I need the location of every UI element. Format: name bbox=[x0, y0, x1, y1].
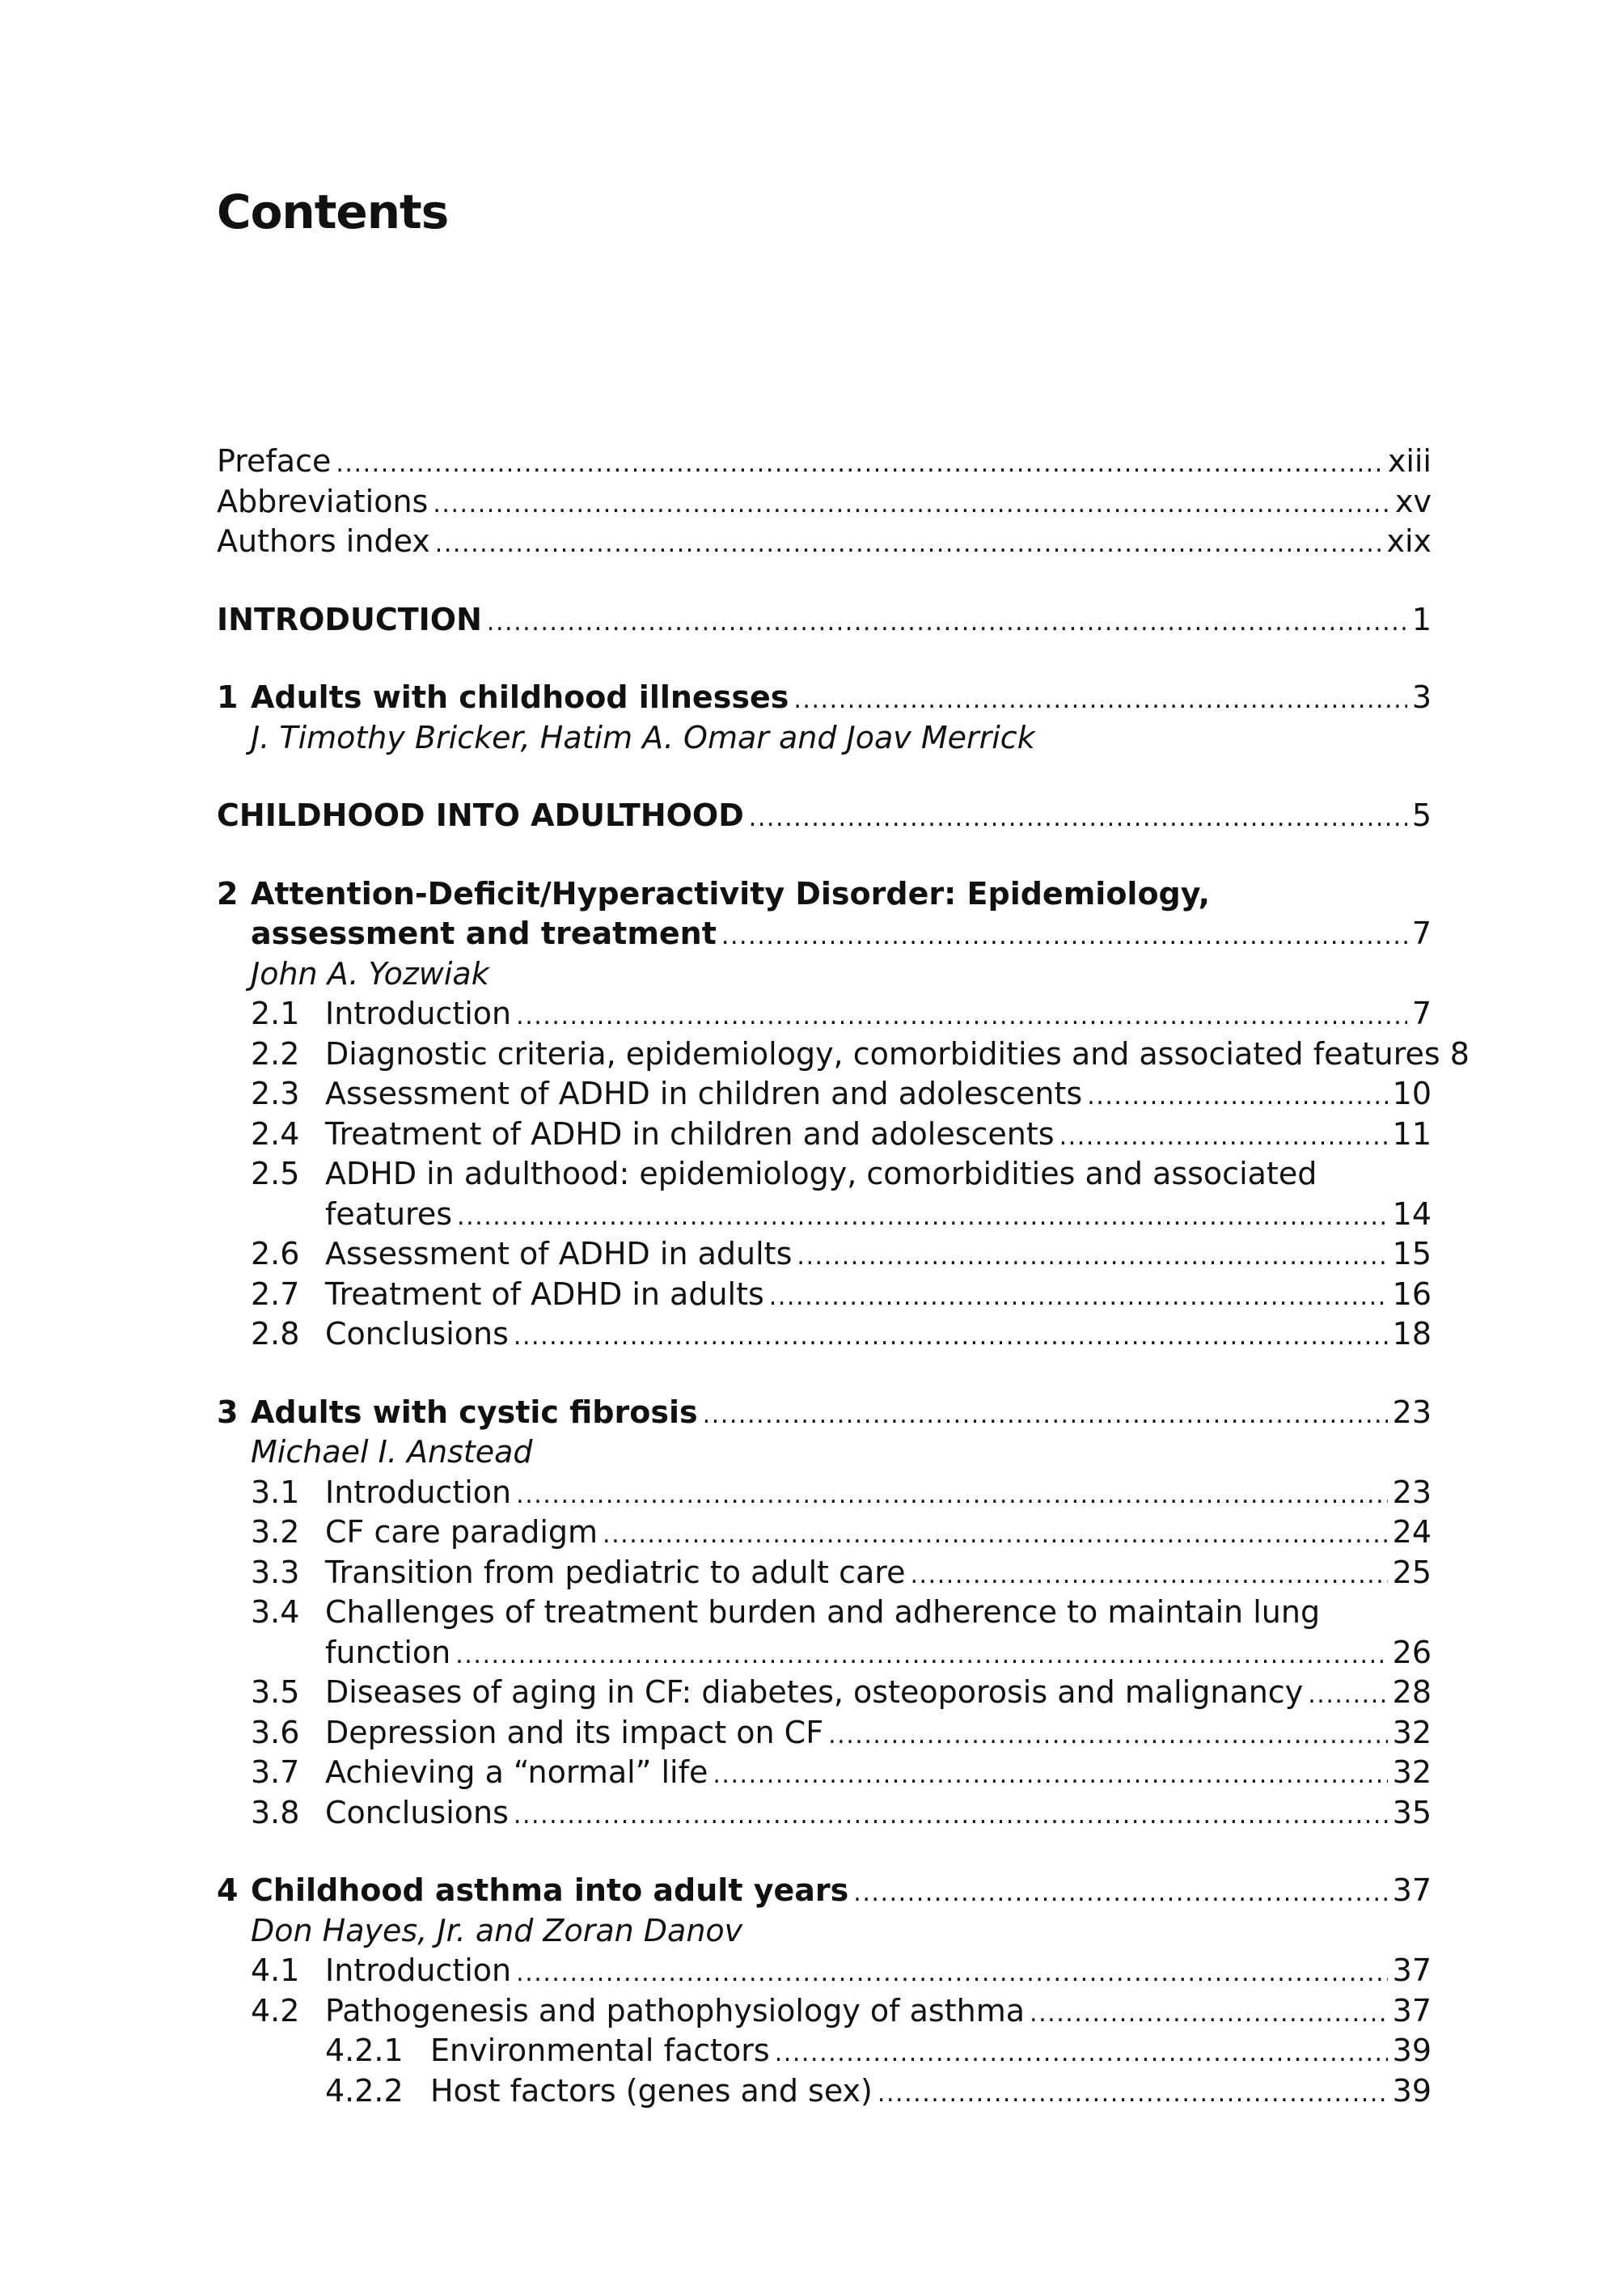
toc-section-cont[interactable] bbox=[217, 1635, 1432, 1675]
section-label-line1: ADHD in adulthood: epidemiology, comorbidities and associated bbox=[325, 1156, 1317, 1191]
toc-subsection[interactable] bbox=[217, 2033, 1432, 2073]
toc-entry-page: 25 bbox=[1392, 1554, 1432, 1590]
chapter-author: Michael I. Anstead bbox=[251, 1434, 533, 1470]
section-label: Assessment of ADHD in adults bbox=[325, 1236, 793, 1271]
toc-entry-page: 16 bbox=[1392, 1276, 1432, 1312]
toc-section[interactable] bbox=[217, 1474, 1432, 1515]
dot-leader bbox=[336, 443, 1382, 479]
page-title: Contents bbox=[217, 184, 449, 239]
dot-leader bbox=[1087, 1076, 1387, 1111]
dot-leader bbox=[749, 797, 1407, 833]
subsection-label: Host factors (genes and sex) bbox=[430, 2072, 873, 2109]
dot-leader bbox=[910, 1555, 1387, 1590]
toc-chapter-1[interactable] bbox=[217, 679, 1432, 720]
dot-leader bbox=[457, 1196, 1388, 1232]
toc-entry-page: 15 bbox=[1392, 1236, 1432, 1271]
toc-entry-page: 7 bbox=[1411, 996, 1432, 1031]
toc-entry-page: 3 bbox=[1411, 679, 1432, 715]
section-number: 2.4 bbox=[251, 1115, 300, 1152]
dot-leader bbox=[435, 523, 1382, 559]
toc-entry-page: 14 bbox=[1392, 1195, 1432, 1232]
subsection-number: 4.2.2 bbox=[325, 2072, 404, 2109]
toc-entry-authors-index[interactable] bbox=[217, 523, 1432, 564]
toc-entry-page: 10 bbox=[1392, 1076, 1432, 1111]
toc-entry-page: 37 bbox=[1392, 1952, 1432, 1988]
dot-leader bbox=[514, 1795, 1388, 1830]
dot-leader bbox=[603, 1514, 1388, 1550]
section-label: Diagnostic criteria, epidemiology, comorbidities and associated features bbox=[325, 1035, 1440, 1072]
toc-part-label: INTRODUCTION bbox=[217, 601, 482, 637]
section-number: 3.7 bbox=[251, 1754, 300, 1790]
toc-section[interactable] bbox=[217, 1795, 1432, 1835]
toc-section[interactable] bbox=[217, 996, 1432, 1036]
section-number: 3.8 bbox=[251, 1794, 300, 1830]
toc-entry-label: Authors index bbox=[217, 523, 430, 559]
section-number: 2.2 bbox=[251, 1035, 300, 1072]
toc-entry-page: xix bbox=[1386, 523, 1432, 559]
dot-leader bbox=[721, 916, 1407, 951]
dot-leader bbox=[775, 2033, 1388, 2068]
chapter-number: 1 bbox=[217, 679, 239, 715]
dot-leader bbox=[516, 1474, 1388, 1510]
section-number: 4.1 bbox=[251, 1952, 300, 1988]
chapter-title: Childhood asthma into adult years bbox=[251, 1872, 849, 1908]
toc-chapter-3[interactable] bbox=[217, 1394, 1432, 1435]
toc-entry-page: 8 bbox=[1449, 1035, 1470, 1072]
section-label: Treatment of ADHD in children and adolescents bbox=[325, 1115, 1055, 1152]
dot-leader bbox=[713, 1754, 1387, 1790]
toc-section[interactable] bbox=[217, 1156, 1432, 1196]
toc-section[interactable] bbox=[217, 1993, 1432, 2033]
toc-entry-page: 18 bbox=[1392, 1316, 1432, 1352]
toc-entry-label: Preface bbox=[217, 443, 332, 479]
section-number: 3.6 bbox=[251, 1714, 300, 1750]
chapter-author: J. Timothy Bricker, Hatim A. Omar and Joav Merrick bbox=[251, 719, 1035, 755]
section-number: 2.5 bbox=[251, 1156, 300, 1191]
toc-section[interactable] bbox=[217, 1514, 1432, 1555]
toc-chapter-4[interactable] bbox=[217, 1872, 1432, 1913]
toc-section[interactable] bbox=[217, 1276, 1432, 1317]
toc-entry-preface[interactable] bbox=[217, 443, 1432, 484]
dot-leader bbox=[793, 679, 1406, 715]
chapter-author: John A. Yozwiak bbox=[251, 955, 489, 992]
section-label: Introduction bbox=[325, 996, 512, 1031]
section-label: features bbox=[325, 1195, 452, 1232]
section-number: 4.2 bbox=[251, 1992, 300, 2029]
toc-entry-page: xiii bbox=[1387, 443, 1432, 479]
section-label: Introduction bbox=[325, 1952, 512, 1988]
section-label: Conclusions bbox=[325, 1316, 509, 1352]
section-label: function bbox=[325, 1634, 451, 1670]
toc-section-cont[interactable] bbox=[217, 1196, 1432, 1237]
chapter-number: 3 bbox=[217, 1394, 239, 1430]
toc-entry-page: 37 bbox=[1392, 1872, 1432, 1908]
toc-section[interactable] bbox=[217, 1952, 1432, 1993]
toc-entry-page: 23 bbox=[1392, 1394, 1432, 1430]
section-number: 2.7 bbox=[251, 1276, 300, 1312]
section-label-line1: Challenges of treatment burden and adherence to maintain lung bbox=[325, 1594, 1321, 1630]
section-label: Introduction bbox=[325, 1474, 512, 1510]
section-number: 2.6 bbox=[251, 1236, 300, 1271]
toc-entry-page: 23 bbox=[1392, 1474, 1432, 1510]
toc-entry-page: 35 bbox=[1392, 1794, 1432, 1830]
dot-leader bbox=[516, 996, 1407, 1031]
dot-leader bbox=[769, 1276, 1388, 1312]
toc-entry-abbreviations[interactable] bbox=[217, 484, 1432, 524]
toc-entry-page: 37 bbox=[1392, 1992, 1432, 2029]
toc-section[interactable] bbox=[217, 1076, 1432, 1116]
table-of-contents bbox=[217, 443, 1470, 2113]
section-label: Conclusions bbox=[325, 1794, 509, 1830]
toc-section[interactable] bbox=[217, 1754, 1432, 1795]
dot-leader bbox=[1059, 1116, 1388, 1152]
toc-subsection[interactable] bbox=[217, 2073, 1432, 2113]
dot-leader bbox=[516, 1952, 1388, 1988]
toc-entry-page: xv bbox=[1395, 483, 1432, 519]
toc-chapter-2-cont[interactable] bbox=[217, 916, 1432, 956]
section-number: 3.1 bbox=[251, 1474, 300, 1510]
section-label: Transition from pediatric to adult care bbox=[325, 1554, 906, 1590]
section-label: CF care paradigm bbox=[325, 1514, 598, 1550]
chapter-number: 2 bbox=[217, 875, 239, 912]
toc-entry-label: Abbreviations bbox=[217, 483, 429, 519]
dot-leader bbox=[878, 2073, 1388, 2109]
toc-section[interactable] bbox=[217, 1035, 1470, 1077]
toc-part-label: CHILDHOOD INTO ADULTHOOD bbox=[217, 797, 744, 833]
toc-entry-page: 24 bbox=[1392, 1514, 1432, 1550]
dot-leader bbox=[1308, 1674, 1387, 1710]
dot-leader bbox=[514, 1316, 1388, 1352]
toc-entry-page: 1 bbox=[1411, 601, 1432, 637]
toc-entry-page: 5 bbox=[1411, 797, 1432, 833]
toc-entry-childhood-into-adulthood[interactable] bbox=[217, 797, 1432, 838]
toc-entry-introduction[interactable] bbox=[217, 602, 1432, 642]
dot-leader bbox=[433, 484, 1390, 519]
toc-section[interactable] bbox=[217, 1555, 1432, 1595]
dot-leader bbox=[853, 1872, 1387, 1908]
section-number: 3.2 bbox=[251, 1514, 300, 1550]
subsection-label: Environmental factors bbox=[430, 2033, 770, 2068]
section-number: 2.1 bbox=[251, 996, 300, 1031]
toc-entry-page: 39 bbox=[1392, 2072, 1432, 2109]
dot-leader bbox=[487, 602, 1407, 637]
chapter-title-line2: assessment and treatment bbox=[251, 916, 717, 951]
section-number: 3.4 bbox=[251, 1594, 300, 1630]
section-number: 3.5 bbox=[251, 1674, 300, 1710]
section-number: 2.3 bbox=[251, 1076, 300, 1111]
chapter-title-line1: Attention-Deficit/Hyperactivity Disorder: Epidemiology, bbox=[251, 875, 1211, 912]
section-label: Diseases of aging in CF: diabetes, osteoporosis and malignancy bbox=[325, 1674, 1304, 1710]
dot-leader bbox=[703, 1394, 1388, 1430]
chapter-title: Adults with childhood illnesses bbox=[251, 679, 789, 715]
section-label: Pathogenesis and pathophysiology of asthma bbox=[325, 1992, 1026, 2029]
chapter-number: 4 bbox=[217, 1872, 239, 1908]
toc-section[interactable] bbox=[217, 1236, 1432, 1276]
toc-entry-page: 7 bbox=[1411, 916, 1432, 951]
dot-leader bbox=[828, 1715, 1388, 1750]
section-label: Depression and its impact on CF bbox=[325, 1714, 824, 1750]
section-label: Achieving a “normal” life bbox=[325, 1754, 708, 1790]
toc-entry-page: 28 bbox=[1392, 1674, 1432, 1710]
toc-section[interactable] bbox=[217, 1116, 1432, 1157]
toc-section[interactable] bbox=[217, 1674, 1432, 1715]
section-number: 3.3 bbox=[251, 1554, 300, 1590]
section-number: 2.8 bbox=[251, 1316, 300, 1352]
section-label: Treatment of ADHD in adults bbox=[325, 1276, 764, 1312]
dot-leader bbox=[1030, 1993, 1388, 2029]
toc-entry-page: 32 bbox=[1392, 1754, 1432, 1790]
toc-section[interactable] bbox=[217, 1594, 1432, 1635]
dot-leader bbox=[797, 1236, 1387, 1271]
toc-entry-page: 26 bbox=[1392, 1634, 1432, 1670]
toc-section[interactable] bbox=[217, 1715, 1432, 1755]
toc-chapter-2[interactable] bbox=[217, 876, 1432, 916]
section-label: Assessment of ADHD in children and adolescents bbox=[325, 1076, 1083, 1111]
toc-entry-page: 39 bbox=[1392, 2033, 1432, 2068]
chapter-title: Adults with cystic fibrosis bbox=[251, 1394, 698, 1430]
chapter-author: Don Hayes, Jr. and Zoran Danov bbox=[251, 1912, 743, 1948]
toc-section[interactable] bbox=[217, 1316, 1432, 1356]
toc-entry-page: 32 bbox=[1392, 1714, 1432, 1750]
subsection-number: 4.2.1 bbox=[325, 2033, 404, 2068]
toc-entry-page: 11 bbox=[1392, 1115, 1432, 1152]
dot-leader bbox=[455, 1635, 1387, 1670]
